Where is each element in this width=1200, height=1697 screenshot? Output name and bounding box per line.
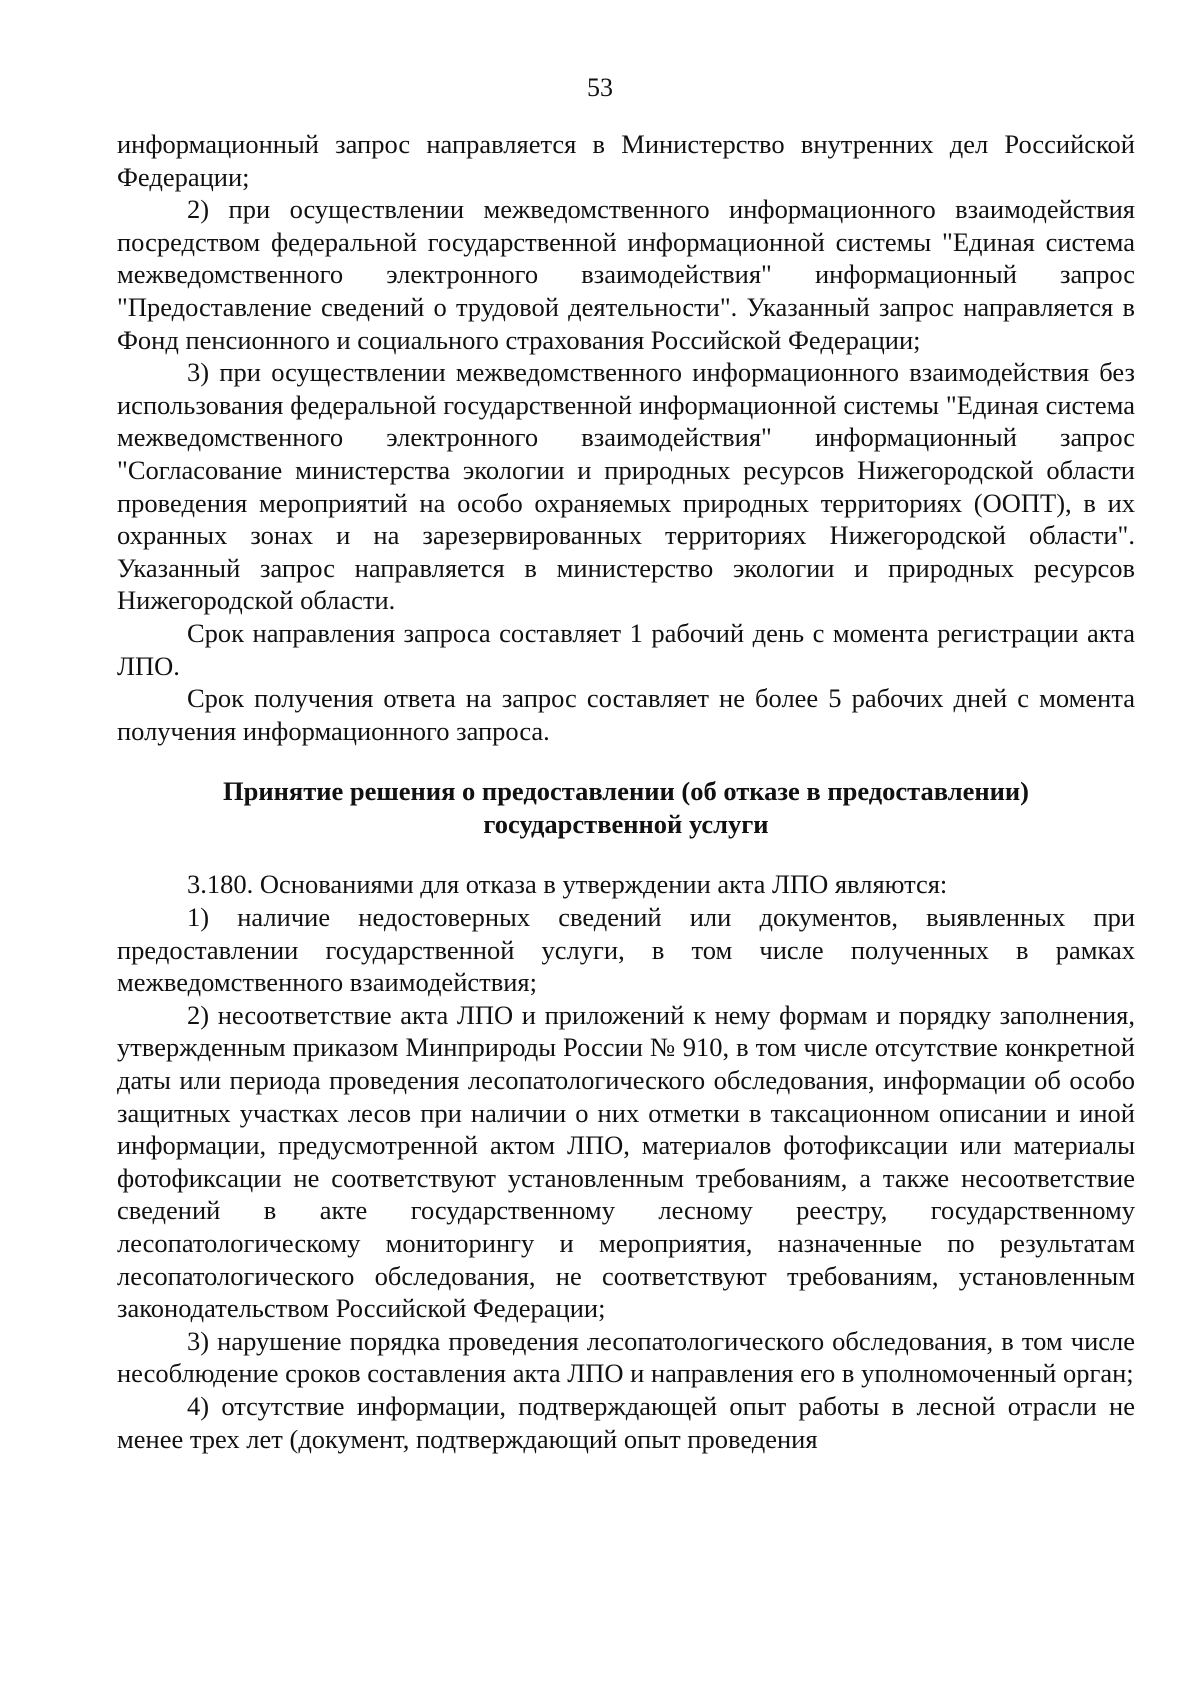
top-section: [117, 128, 1135, 747]
paragraph: информационный запрос направляется в Министерство внутренних дел Российской Федерации;: [117, 129, 1135, 192]
paragraph: Срок получения ответа на запрос составляет не более 5 рабочих дней с момента получения информационного запроса.: [117, 683, 1135, 746]
page-number: 53: [587, 73, 613, 102]
document-body: [117, 128, 1135, 1455]
section-heading-line: Принятие решения о предоставлении (об отказе в предоставлении): [223, 776, 1029, 807]
paragraph: 3) нарушение порядка проведения лесопатологического обследования, в том числе несоблюдение сроков составления акта ЛПО и направления его в уполномоченный орган;: [117, 1325, 1135, 1389]
paragraph: 3) при осуществлении межведомственного информационного взаимодействия без использования федеральной государственной информационной системы "Единая система межведомственного электронного взаимодействия" информационный запрос "Согласование министерства экологии и природных ресурсов Нижегородской области проведения мероприятий на особо охраняемых природных территориях (ООПТ), в их охранных зонах и на зарезервированных территориях Нижегородской области". Указанный запрос направляется в министерство экологии и природных ресурсов Нижегородской области.: [117, 357, 1135, 616]
paragraph: 4) отсутствие информации, подтверждающей опыт работы в лесной отрасли не менее трех лет (документ, подтверждающий опыт проведения: [117, 1390, 1135, 1454]
section-heading: [117, 775, 1135, 840]
paragraph: 3.180. Основаниями для отказа в утверждении акта ЛПО являются:: [187, 869, 948, 900]
bottom-section: [117, 868, 1135, 1455]
paragraph: 2) при осуществлении межведомственного информационного взаимодействия посредством федеральной государственной информационной системы "Единая система межведомственного электронного взаимодействия" информационный запрос "Предоставление сведений о трудовой деятельности". Указанный запрос направляется в Фонд пенсионного и социального страхования Российской Федерации;: [117, 194, 1135, 355]
paragraph: 2) несоответствие акта ЛПО и приложений к нему формам и порядку заполнения, утвержденным приказом Минприроды России № 910, в том числе отсутствие конкретной даты или периода проведения лесопатологического обследования, информации об особо защитных участках лесов при наличии о них отметки в таксационном описании и иной информации, предусмотренной актом ЛПО, материалов фотофиксации или материалы фотофиксации не соответствуют установленным требованиям, а также несоответствие сведений в акте государственному лесному реестру, государственному лесопатологическому мониторингу и мероприятия, назначенные по результатам лесопатологического обследования, не соответствуют требованиям, установленным законодательством Российской Федерации;: [117, 999, 1135, 1324]
paragraph: Срок направления запроса составляет 1 рабочий день с момента регистрации акта ЛПО.: [117, 617, 1135, 681]
section-heading-line: государственной услуги: [483, 808, 769, 839]
paragraph: 1) наличие недостоверных сведений или документов, выявленных при предоставлении государственной услуги, в том числе полученных в рамках межведомственного взаимодействия;: [117, 902, 1135, 998]
